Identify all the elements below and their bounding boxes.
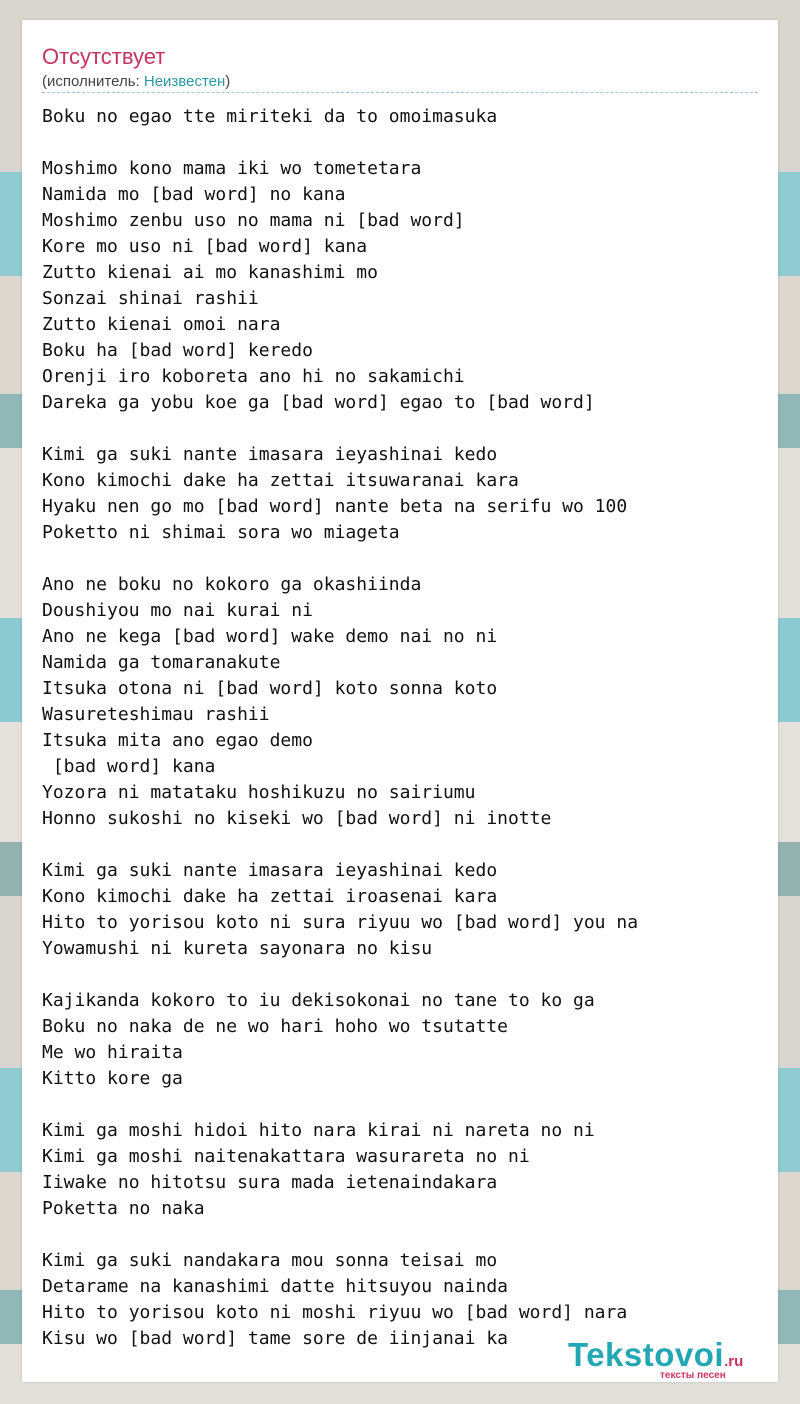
artist-prefix: (исполнитель: [42,73,144,90]
logo-name: Tekstovoi [568,1336,725,1373]
artist-suffix: ) [225,73,231,90]
artist-link[interactable]: Неизвестен [143,73,226,90]
lyrics-text: Boku no egao tte miriteki da to omoimasuka Moshimo kono mama iki wo tometetara Namida mo [bad word] no kana Moshimo zenbu uso no mama ni [bad word] Kore mo uso ni [bad word] kana Zutto kienai ai mo kanashimi mo Sonzai shinai rashii Zutto kienai omoi nara Boku ha [bad word] keredo Orenji iro koboreta ano hi no sakamichi Dareka ga yobu koe ga [bad word] egao to [bad word] Kimi ga suki nante imasara ieyashinai kedo Kono kimochi dake ha zettai itsuwaranai kara Hyaku nen go mo [bad word] nante beta na serifu wo 100 Poketto ni shimai sora wo miageta Ano ne boku no kokoro ga okashiinda Doushiyou mo nai kurai ni Ano ne kega [bad word] wake demo nai no ni Namida ga tomaranakute Itsuka otona ni [bad word] koto sonna koto Wasureteshimau rashii Itsuka mita ano egao demo [bad word] kana Yozora ni matataku hoshikuzu no sairiumu Honno sukoshi no kiseki wo [bad word] ni inotte Kimi ga suki nante imasara ieyashinai kedo Kono kimochi dake ha zettai iroasenai kara Hito to yorisou koto ni sura riyuu wo [bad word] you na Yowamushi ni kureta sayonara no kisu Kajikanda kokoro to iu dekisokonai no tane to ko ga Boku no naka de ne wo hari hoho wo tsutatte Me wo hiraita Kitto kore ga Kimi ga moshi hidoi hito nara kirai ni nareta no ni Kimi ga moshi naitenakattara wasurareta no ni Iiwake no hitotsu sura mada ietenaindakara Poketta no naka Kimi ga suki nandakara mou sonna teisai mo Detarame na kanashimi datte hitsuyou nainda Hito to yorisou koto ni moshi riyuu wo [bad word] nara Kisu wo [bad word] tame sore de iinjanai ka [42,106,639,1349]
logo-tld: .ru [724,1353,744,1370]
divider [42,92,758,93]
song-title: Отсутствует [42,44,166,69]
logo-tagline: тексты песен [660,1370,726,1381]
artist-line [42,73,230,91]
